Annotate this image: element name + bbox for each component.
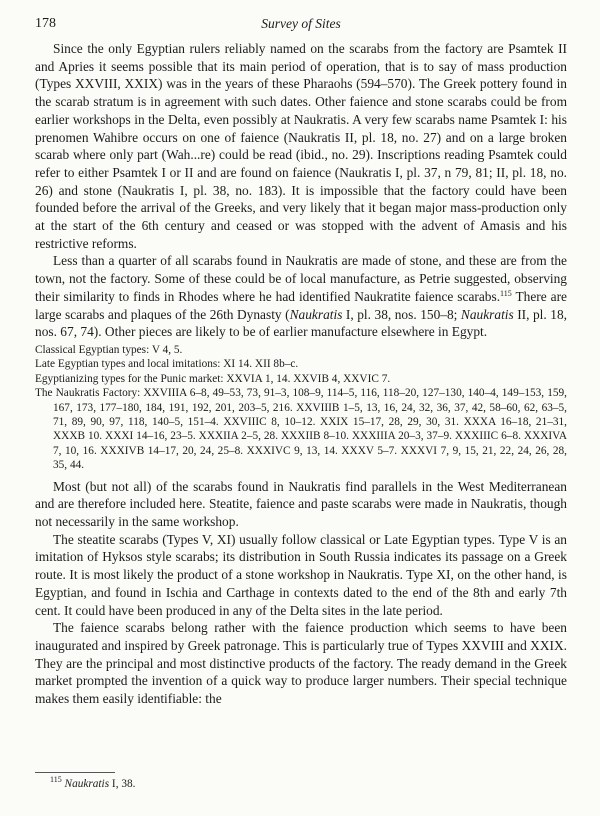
footnote-marker: 115 (500, 288, 512, 298)
body-paragraph: The steatite scarabs (Types V, XI) usually follow classical or Late Egyptian types. Type V is an imitation of Hyksos style scarabs; its distribution in South Russia indicates its passage on a Greek route. It is most likely the product of a stone workshop in Naukratis. Type XI, on the other hand, is Egyptian, and found in Ischia and Carthage in contexts dated to the end of the 8th and early 7th cent. It could have been produced in any of the Delta sites in the late period. (35, 531, 567, 618)
footnote-rule (35, 772, 115, 773)
footnote (50, 777, 135, 791)
type-list-item: Egyptianizing types for the Punic market: XXVIA 1, 14. XXVIB 4, XXVIC 7. (35, 372, 391, 385)
type-list-item: Classical Egyptian types: V 4, 5. (35, 343, 183, 356)
italic-ref: Naukratis (460, 306, 514, 322)
type-list-item: The Naukratis Factory: XXVIIIA 6–8, 49–53, 73, 91–3, 108–9, 114–5, 116, 118–20, 127–130, 140–4, 149–153, 159, 167, 173, 177–180, 184, 191, 192, 201, 203–5, 216. XXVIIIB 1–5, 13, 16, 24, 32, 36, 37, 42, 58–60, 62, 63–5, 71, 89, 90, 97, 118, 140–5, 151–4. XXVIIIC 8, 10–12. XXIX 15–17, 28, 29, 30, 31. XXXA 16–18, 21–31, XXXB 10. XXXI 14–16, 23–5. XXXIIA 2–5, 28. XXXIIB 8–10. XXXIIIA 20–3, 37–9. XXXIIIC 6–8. XXXIVA 7, 10, 16. XXXIVB 14–17, 20, 24, 25–8. XXXIVC 9, 13, 14. XXXV 5–7. XXXVI 7, 9, 15, 21, 22, 24, 26, 28, 35, 44. (35, 387, 567, 472)
body-paragraph (35, 40, 567, 252)
body-paragraph: The faience scarabs belong rather with the faience production which seems to have been inaugurated and inspired by Greek patronage. This is particularly true of Types XXVIII and XXIX. They are the principal and most distinctive products of the factory. The ready demand in the Greek market prompted the invention of a quick way to produce larger numbers. Their special technique makes them easily identifiable: the (35, 620, 567, 707)
text-run: Less than a quarter of all scarabs found in Naukratis are made of stone, and these are from the town, not the factory. Some of these could be of local manufacture, as Petrie suggested, observing their similarity to finds in Rhodes where he had identified Naukratite faience scarabs. (35, 253, 567, 304)
text-run: II, pl. 18, nos. 67, 74). Other pieces are likely to be of earlier manufacture elsewhere in Egypt. (35, 306, 567, 340)
type-list (35, 343, 567, 473)
text-run: Since the only Egyptian rulers reliably named on the scarabs from the factory are Psamtek II and Apries it seems possible that its main period of operation, that is to say of mass production (Types XXVIII, XXIX) was in the years of these Pharaohs (594–570). The Greek pottery found in the scarab stratum is in agreement with such dates. Other faience and stone scarabs could be from earlier workshops in the Delta, even possibly at Naukratis. A very few scarabs name Psamtek I: his prenomen Wahibre occurs on one of faience (Naukratis II, pl. 18, no. 27) and on a large broken scarab where only part (Wah...re) could be read (ibid., no. 29). Inscriptions reading Psamtek could refer to either Psamtek I or II and are found on faience (Naukratis I, pl. 37, n 79, 81; II, pl. 18, no. 26) and stone (Naukratis I, pl. 38, no. 183). It is impossible that the factory could have been founded before the arrival of the Greeks, and very likely that it began major mass-production only at the start of the 6th century and ceased or was stopped with the advent of Amasis and his restrictive reforms. (35, 41, 567, 251)
type-list-item: Late Egyptian types and local imitations: XI 14. XII 8b–c. (35, 358, 299, 371)
running-head: Survey of Sites (261, 16, 341, 31)
footnote-ref: Naukratis (64, 778, 110, 790)
page-number: 178 (35, 16, 56, 31)
text-run: I, pl. 38, nos. 150–8; (342, 306, 461, 322)
main-text (35, 40, 567, 708)
text-run: There are large scarabs and plaques of the 26th Dynasty ( (35, 288, 567, 322)
paragraphs-after-list (35, 478, 567, 708)
italic-ref: Naukratis (289, 306, 343, 322)
footnote-number: 115 (50, 775, 62, 784)
body-paragraph: Most (but not all) of the scarabs found in Naukratis find parallels in the West Mediterranean and are therefore included here. Steatite, faience and paste scarabs were made in Naukratis, though not necessarily in the same workshop. (35, 478, 567, 530)
paragraphs-before-list (35, 40, 567, 341)
footnote-text: I, 38. (109, 778, 136, 790)
page-header (35, 16, 567, 34)
body-paragraph (35, 252, 567, 341)
